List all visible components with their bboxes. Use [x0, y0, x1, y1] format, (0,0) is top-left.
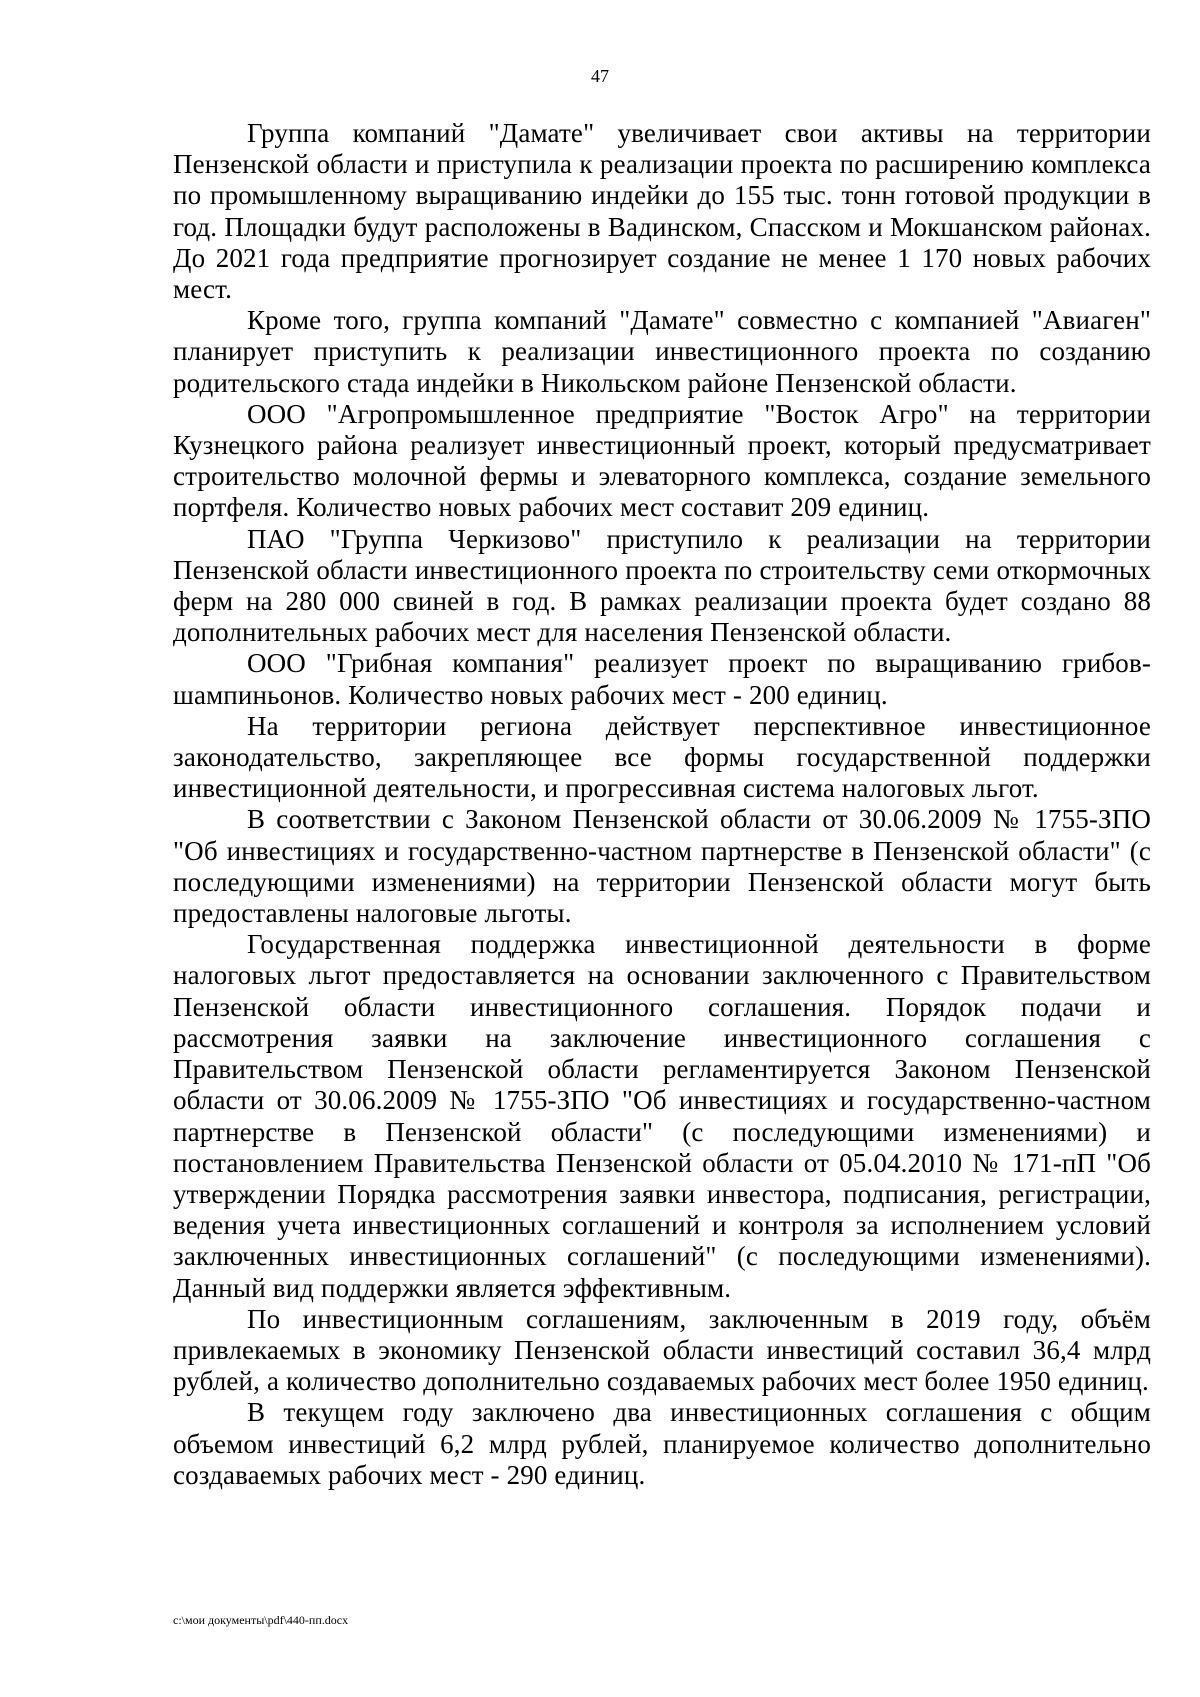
paragraph: Государственная поддержка инвестиционной деятельности в форме налоговых льгот предоставляется на основании заключенного с Правительством Пензенской области инвестиционного соглашения. Порядок подачи и рассмотрения заявки на заключение инвестиционного соглашения с Правительством Пензенской области регламентируется Законом Пензенской области от 30.06.2009 № 1755-ЗПО "Об инвестициях и государственно-частном партнерстве в Пензенской области" (с последующими изменениями) и постановлением Правительства Пензенской области от 05.04.2010 № 171-пП "Об утверждении Порядка рассмотрения заявки инвестора, подписания, регистрации, ведения учета инвестиционных соглашений и контроля за исполнением условий заключенных инвестиционных соглашений" (с последующими изменениями). Данный вид поддержки является эффективным. [173, 929, 1151, 1303]
footer-file-path: c:\мои документы\pdf\440-пп.docx [173, 1613, 349, 1627]
paragraph: В соответствии с Законом Пензенской области от 30.06.2009 № 1755-ЗПО "Об инвестициях и государственно-частном партнерстве в Пензенской области" (с последующими изменениями) на территории Пензенской области могут быть предоставлены налоговые льготы. [173, 804, 1151, 929]
document-body [173, 118, 1151, 1491]
paragraph: Кроме того, группа компаний "Дамате" совместно с компанией "Авиаген" планирует приступить к реализации инвестиционного проекта по созданию родительского стада индейки в Никольском районе Пензенской области. [173, 305, 1151, 398]
page-number: 47 [591, 66, 609, 86]
paragraph: ООО "Грибная компания" реализует проект по выращиванию грибов-шампиньонов. Количество новых рабочих мест - 200 единиц. [173, 648, 1151, 710]
paragraph: ООО "Агропромышленное предприятие "Восток Агро" на территории Кузнецкого района реализует инвестиционный проект, который предусматривает строительство молочной фермы и элеваторного комплекса, создание земельного портфеля. Количество новых рабочих мест составит 209 единиц. [173, 398, 1151, 523]
paragraph: По инвестиционным соглашениям, заключенным в 2019 году, объём привлекаемых в экономику Пензенской области инвестиций составил 36,4 млрд рублей, а количество дополнительно создаваемых рабочих мест более 1950 единиц. [173, 1303, 1151, 1397]
paragraph: На территории региона действует перспективное инвестиционное законодательство, закрепляющее все формы государственной поддержки инвестиционной деятельности, и прогрессивная система налоговых льгот. [173, 710, 1151, 804]
paragraph: ПАО "Группа Черкизово" приступило к реализации на территории Пензенской области инвестиционного проекта по строительству семи откормочных ферм на 280 000 свиней в год. В рамках реализации проекта будет создано 88 дополнительных рабочих мест для населения Пензенской области. [173, 523, 1151, 648]
paragraph: Группа компаний "Дамате" увеличивает свои активы на территории Пензенской области и приступила к реализации проекта по расширению комплекса по промышленному выращиванию индейки до 155 тыс. тонн готовой продукции в год. Площадки будут расположены в Вадинском, Спасском и Мокшанском районах. До 2021 года предприятие прогнозирует создание не менее 1 170 новых рабочих мест. [173, 118, 1151, 305]
paragraph: В текущем году заключено два инвестиционных соглашения с общим объемом инвестиций 6,2 млрд рублей, планируемое количество дополнительно создаваемых рабочих мест - 290 единиц. [173, 1397, 1151, 1490]
